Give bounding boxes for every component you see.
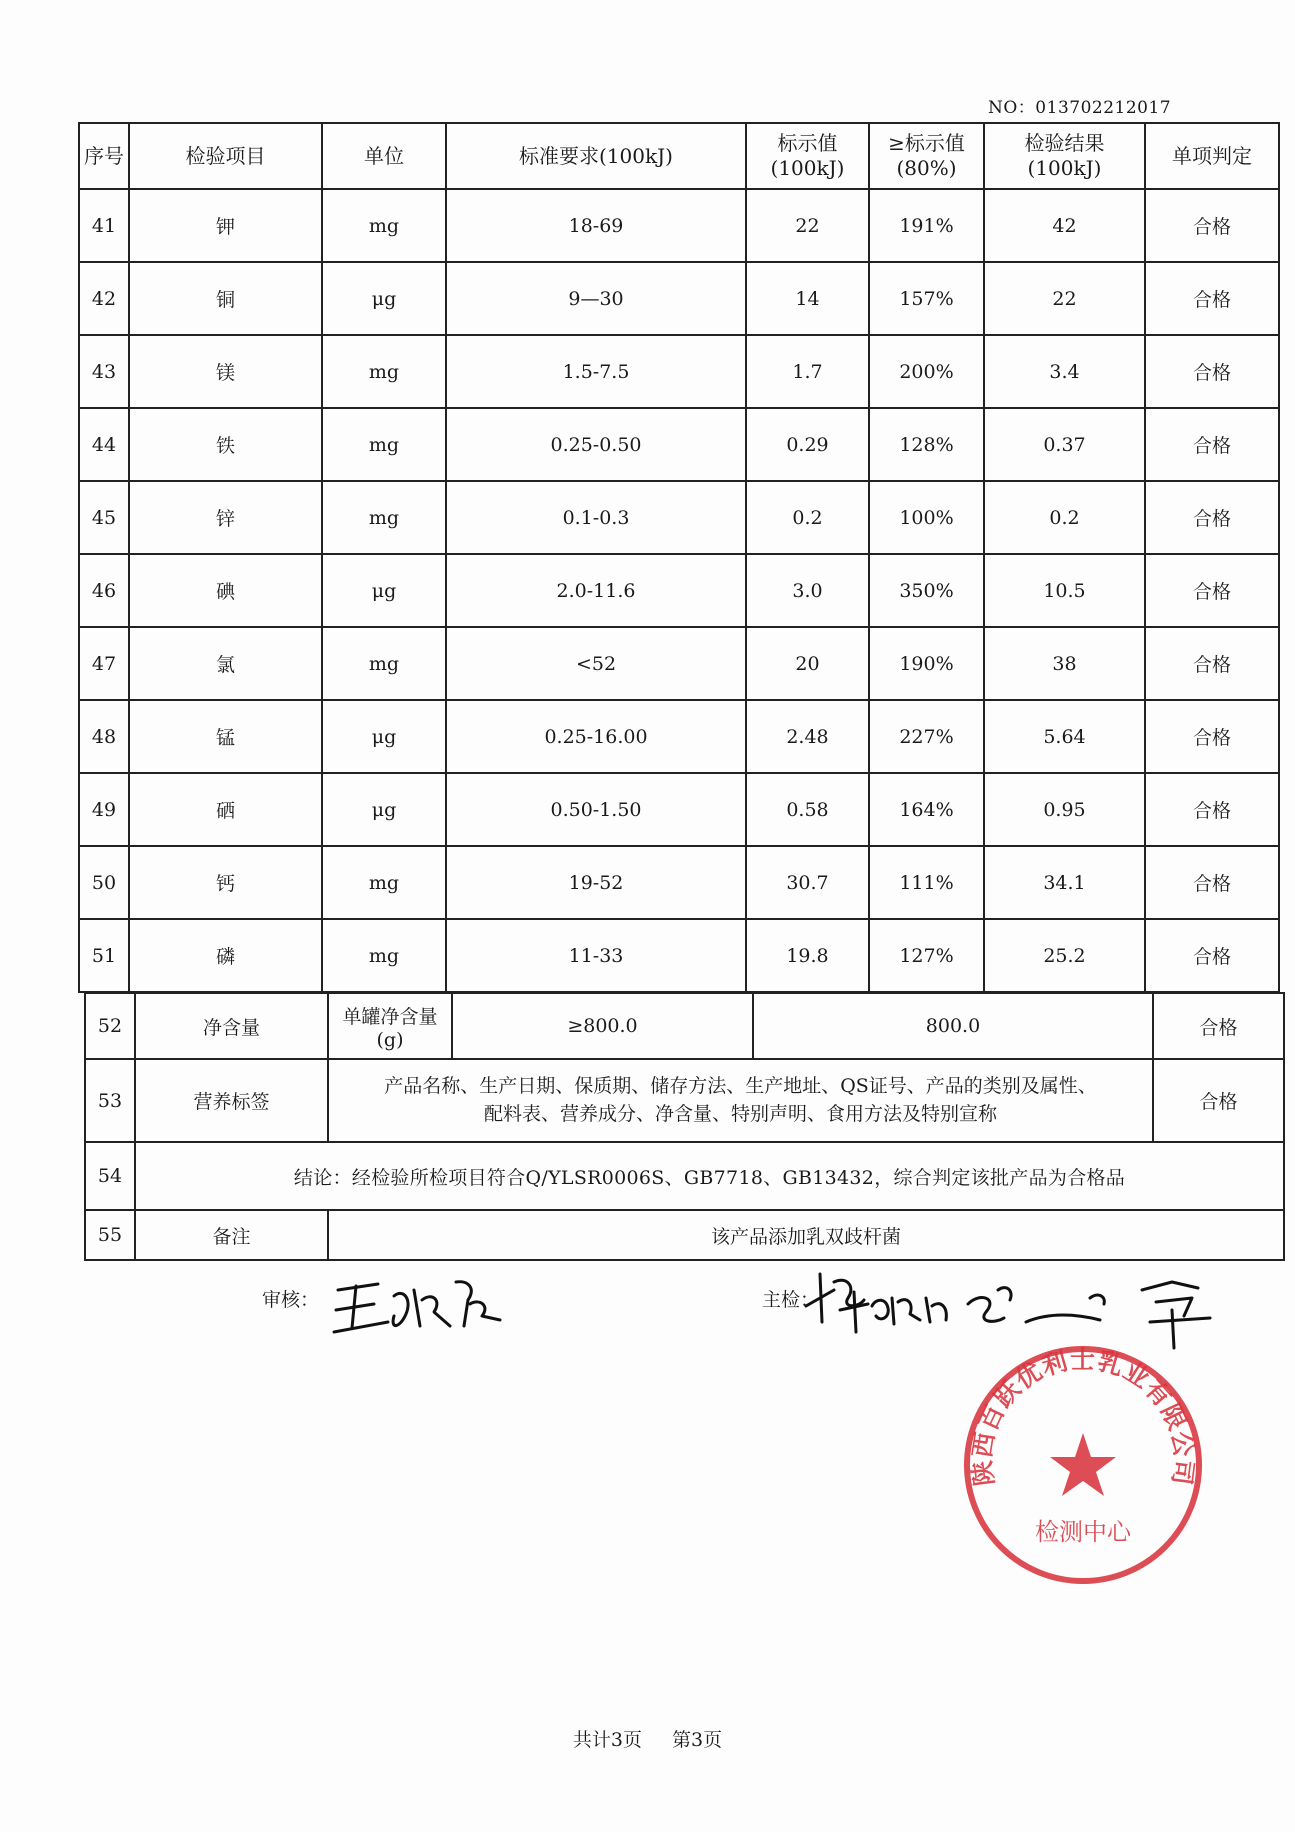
table-row bbox=[79, 408, 1279, 481]
seq-cell: 46 bbox=[79, 554, 129, 627]
result-cell: 34.1 bbox=[984, 846, 1145, 919]
ratio-cell: 164% bbox=[869, 773, 984, 846]
table-row bbox=[79, 700, 1279, 773]
net-content-row bbox=[85, 993, 1284, 1059]
seq-cell: 50 bbox=[79, 846, 129, 919]
svg-text:检测中心: 检测中心 bbox=[1035, 1518, 1131, 1546]
label-value-cell: 3.0 bbox=[746, 554, 869, 627]
unit-cell: μg bbox=[322, 773, 446, 846]
standard-cell: 0.25-0.50 bbox=[446, 408, 746, 481]
result-cell: 0.37 bbox=[984, 408, 1145, 481]
judgement-cell: 合格 bbox=[1153, 1059, 1284, 1142]
header-item: 检验项目 bbox=[129, 123, 322, 189]
seq-cell: 51 bbox=[79, 919, 129, 992]
ratio-cell: 111% bbox=[869, 846, 984, 919]
seq-cell: 45 bbox=[79, 481, 129, 554]
reviewer-label: 审核： bbox=[262, 1289, 320, 1311]
label-value-cell: 14 bbox=[746, 262, 869, 335]
label-value-cell: 0.2 bbox=[746, 481, 869, 554]
ratio-cell: 227% bbox=[869, 700, 984, 773]
label-description-cell: 产品名称、生产日期、保质期、储存方法、生产地址、QS证号、产品的类别及属性、 配料表、营养成分、净含量、特别声明、食用方法及特别宣称 bbox=[328, 1059, 1153, 1142]
standard-cell: 19-52 bbox=[446, 846, 746, 919]
ratio-cell: 200% bbox=[869, 335, 984, 408]
judgement-cell: 合格 bbox=[1145, 627, 1279, 700]
unit-cell: μg bbox=[322, 262, 446, 335]
result-cell: 3.4 bbox=[984, 335, 1145, 408]
result-cell: 10.5 bbox=[984, 554, 1145, 627]
standard-cell: 2.0-11.6 bbox=[446, 554, 746, 627]
judgement-cell: 合格 bbox=[1145, 262, 1279, 335]
standard-cell: 1.5-7.5 bbox=[446, 335, 746, 408]
judgement-cell: 合格 bbox=[1145, 481, 1279, 554]
label-value-cell: 22 bbox=[746, 189, 869, 262]
seq-cell: 47 bbox=[79, 627, 129, 700]
page-footer bbox=[0, 1725, 1295, 1752]
standard-cell: 0.25-16.00 bbox=[446, 700, 746, 773]
item-cell: 营养标签 bbox=[135, 1059, 328, 1142]
judgement-cell: 合格 bbox=[1145, 189, 1279, 262]
judgement-cell: 合格 bbox=[1145, 554, 1279, 627]
unit-cell: mg bbox=[322, 408, 446, 481]
item-cell: 净含量 bbox=[135, 993, 328, 1059]
judgement-cell: 合格 bbox=[1145, 773, 1279, 846]
table-row bbox=[79, 262, 1279, 335]
result-cell: 22 bbox=[984, 262, 1145, 335]
standard-cell: 18-69 bbox=[446, 189, 746, 262]
ratio-cell: 350% bbox=[869, 554, 984, 627]
standard-cell: 9—30 bbox=[446, 262, 746, 335]
header-seq: 序号 bbox=[79, 123, 129, 189]
ratio-cell: 127% bbox=[869, 919, 984, 992]
header-standard: 标准要求(100kJ) bbox=[446, 123, 746, 189]
unit-cell: 单罐净含量 (g) bbox=[328, 993, 452, 1059]
label-value-cell: 0.58 bbox=[746, 773, 869, 846]
result-cell: 0.95 bbox=[984, 773, 1145, 846]
header-result: 检验结果 (100kJ) bbox=[984, 123, 1145, 189]
table-row bbox=[79, 335, 1279, 408]
seq-cell: 55 bbox=[85, 1210, 135, 1260]
result-cell: 0.2 bbox=[984, 481, 1145, 554]
item-cell: 碘 bbox=[129, 554, 322, 627]
conclusion-row bbox=[85, 1142, 1284, 1210]
item-cell: 镁 bbox=[129, 335, 322, 408]
seq-cell: 44 bbox=[79, 408, 129, 481]
table-row bbox=[79, 189, 1279, 262]
unit-cell: μg bbox=[322, 700, 446, 773]
label-value-cell: 19.8 bbox=[746, 919, 869, 992]
seq-cell: 52 bbox=[85, 993, 135, 1059]
conclusion-cell: 结论：经检验所检项目符合Q/YLSR0006S、GB7718、GB13432，综合判定该批产品为合格品 bbox=[135, 1142, 1284, 1210]
result-cell: 38 bbox=[984, 627, 1145, 700]
seq-cell: 41 bbox=[79, 189, 129, 262]
label-value-cell: 20 bbox=[746, 627, 869, 700]
table-row bbox=[79, 773, 1279, 846]
seq-cell: 43 bbox=[79, 335, 129, 408]
judgement-cell: 合格 bbox=[1145, 408, 1279, 481]
header-unit: 单位 bbox=[322, 123, 446, 189]
unit-cell: mg bbox=[322, 335, 446, 408]
table-row bbox=[79, 554, 1279, 627]
seq-cell: 49 bbox=[79, 773, 129, 846]
item-cell: 铁 bbox=[129, 408, 322, 481]
ratio-cell: 157% bbox=[869, 262, 984, 335]
reviewer-signature bbox=[330, 1270, 510, 1342]
item-cell: 铜 bbox=[129, 262, 322, 335]
item-cell: 锰 bbox=[129, 700, 322, 773]
seq-cell: 48 bbox=[79, 700, 129, 773]
item-cell: 锌 bbox=[129, 481, 322, 554]
seq-cell: 54 bbox=[85, 1142, 135, 1210]
inspector-label: 主检： bbox=[762, 1289, 820, 1311]
unit-cell: mg bbox=[322, 627, 446, 700]
table-row bbox=[79, 627, 1279, 700]
company-stamp bbox=[958, 1340, 1208, 1590]
unit-cell: μg bbox=[322, 554, 446, 627]
item-cell: 钙 bbox=[129, 846, 322, 919]
table-row bbox=[79, 919, 1279, 992]
svg-text:陕西百跃优利士乳业有限公司: 陕西百跃优利士乳业有限公司 bbox=[967, 1345, 1199, 1488]
standard-cell: ≥800.0 bbox=[452, 993, 753, 1059]
nutrition-label-row bbox=[85, 1059, 1284, 1142]
total-pages: 共计3页 bbox=[572, 1729, 642, 1751]
ratio-cell: 191% bbox=[869, 189, 984, 262]
standard-cell: 0.1-0.3 bbox=[446, 481, 746, 554]
seq-cell: 42 bbox=[79, 262, 129, 335]
header-label-value: 标示值 (100kJ) bbox=[746, 123, 869, 189]
seq-cell: 53 bbox=[85, 1059, 135, 1142]
table-row bbox=[79, 481, 1279, 554]
item-cell: 钾 bbox=[129, 189, 322, 262]
ratio-cell: 128% bbox=[869, 408, 984, 481]
item-cell: 磷 bbox=[129, 919, 322, 992]
result-cell: 42 bbox=[984, 189, 1145, 262]
inspection-table bbox=[78, 122, 1280, 993]
result-cell: 5.64 bbox=[984, 700, 1145, 773]
judgement-cell: 合格 bbox=[1153, 993, 1284, 1059]
judgement-cell: 合格 bbox=[1145, 700, 1279, 773]
standard-cell: 11-33 bbox=[446, 919, 746, 992]
table-header-row bbox=[79, 123, 1279, 189]
result-cell: 25.2 bbox=[984, 919, 1145, 992]
unit-cell: mg bbox=[322, 481, 446, 554]
label-value-cell: 1.7 bbox=[746, 335, 869, 408]
summary-table bbox=[84, 992, 1285, 1261]
label-value-cell: 2.48 bbox=[746, 700, 869, 773]
label-value-cell: 0.29 bbox=[746, 408, 869, 481]
item-cell: 备注 bbox=[135, 1210, 328, 1260]
label-value-cell: 30.7 bbox=[746, 846, 869, 919]
judgement-cell: 合格 bbox=[1145, 335, 1279, 408]
standard-cell: <52 bbox=[446, 627, 746, 700]
unit-cell: mg bbox=[322, 846, 446, 919]
current-page: 第3页 bbox=[672, 1729, 723, 1751]
item-cell: 氯 bbox=[129, 627, 322, 700]
unit-cell: mg bbox=[322, 919, 446, 992]
header-judgement: 单项判定 bbox=[1145, 123, 1279, 189]
standard-cell: 0.50-1.50 bbox=[446, 773, 746, 846]
judgement-cell: 合格 bbox=[1145, 919, 1279, 992]
ratio-cell: 100% bbox=[869, 481, 984, 554]
item-cell: 硒 bbox=[129, 773, 322, 846]
result-cell: 800.0 bbox=[753, 993, 1153, 1059]
note-cell: 该产品添加乳双歧杆菌 bbox=[328, 1210, 1284, 1260]
header-ratio: ≥标示值 (80%) bbox=[869, 123, 984, 189]
unit-cell: mg bbox=[322, 189, 446, 262]
table-row bbox=[79, 846, 1279, 919]
ratio-cell: 190% bbox=[869, 627, 984, 700]
document-number: NO：013702212017 bbox=[988, 98, 1172, 118]
judgement-cell: 合格 bbox=[1145, 846, 1279, 919]
remarks-row bbox=[85, 1210, 1284, 1260]
